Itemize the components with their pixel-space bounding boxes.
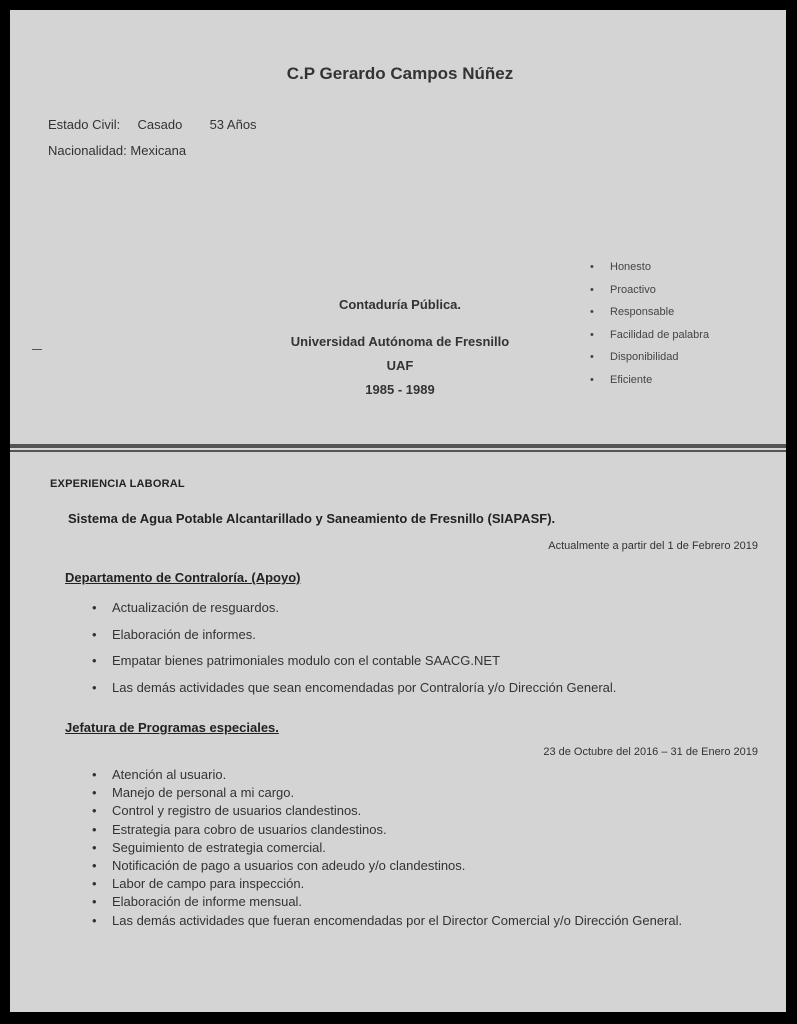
task-item: • Las demás actividades que sean encomendadas por Contraloría y/o Dirección General. <box>112 679 752 706</box>
task-item: • Seguimiento de estrategia comercial. <box>112 839 752 857</box>
candidate-name: C.P Gerardo Campos Núñez <box>286 64 514 83</box>
skill-item: • Facilidad de palabra <box>610 324 709 347</box>
position-2-tasks <box>112 766 752 930</box>
skill-item: • Disponibilidad <box>610 346 709 369</box>
civil-status-label: Estado Civil: <box>48 117 121 132</box>
skill-item: • Honesto <box>610 256 709 279</box>
skill-item: • Eficiente <box>610 369 709 392</box>
task-item: • Labor de campo para inspección. <box>112 875 752 893</box>
age: 53 Años <box>209 117 257 132</box>
task-item: • Las demás actividades que fueran encomendadas por el Director Comercial y/o Dirección General. <box>112 912 752 930</box>
skill-item: • Responsable <box>610 301 709 324</box>
education-degree: Contaduría Pública. <box>338 297 462 312</box>
skill-item: • Proactivo <box>610 279 709 302</box>
section-divider <box>10 444 786 448</box>
task-item: • Elaboración de informes. <box>112 626 752 653</box>
nationality-label: Nacionalidad: <box>48 143 127 158</box>
civil-status-line <box>48 117 257 132</box>
task-item: • Atención al usuario. <box>112 766 752 784</box>
position-1-date: Actualmente a partir del 1 de Febrero 2019 <box>548 540 758 552</box>
task-item: • Control y registro de usuarios clandestinos. <box>112 802 752 820</box>
education-years: 1985 - 1989 <box>365 382 435 397</box>
task-item: • Manejo de personal a mi cargo. <box>112 784 752 802</box>
task-item: • Estrategia para cobro de usuarios clandestinos. <box>112 821 752 839</box>
education-acronym: UAF <box>386 358 414 373</box>
resume-page <box>10 10 786 1012</box>
position-2-title: Jefatura de Programas especiales. <box>65 720 279 735</box>
section-divider-thin <box>10 450 786 452</box>
task-item: • Notificación de pago a usuarios con adeudo y/o clandestinos. <box>112 857 752 875</box>
nationality-line <box>48 143 186 158</box>
margin-mark <box>32 349 42 350</box>
company-name: Sistema de Agua Potable Alcantarillado y Saneamiento de Fresnillo (SIAPASF). <box>68 511 556 526</box>
task-item: • Empatar bienes patrimoniales modulo con el contable SAACG.NET <box>112 652 752 679</box>
position-2-date: 23 de Octubre del 2016 – 31 de Enero 2019 <box>543 746 758 758</box>
task-item: • Elaboración de informe mensual. <box>112 893 752 911</box>
task-item: • Actualización de resguardos. <box>112 599 752 626</box>
civil-status-value: Casado <box>137 117 183 132</box>
experience-heading: EXPERIENCIA LABORAL <box>50 478 185 490</box>
skills-list <box>610 256 709 391</box>
position-1-tasks <box>112 599 752 705</box>
nationality-value: Mexicana <box>130 143 187 158</box>
education-university: Universidad Autónoma de Fresnillo <box>290 334 510 349</box>
position-1-title: Departamento de Contraloría. (Apoyo) <box>65 570 301 585</box>
